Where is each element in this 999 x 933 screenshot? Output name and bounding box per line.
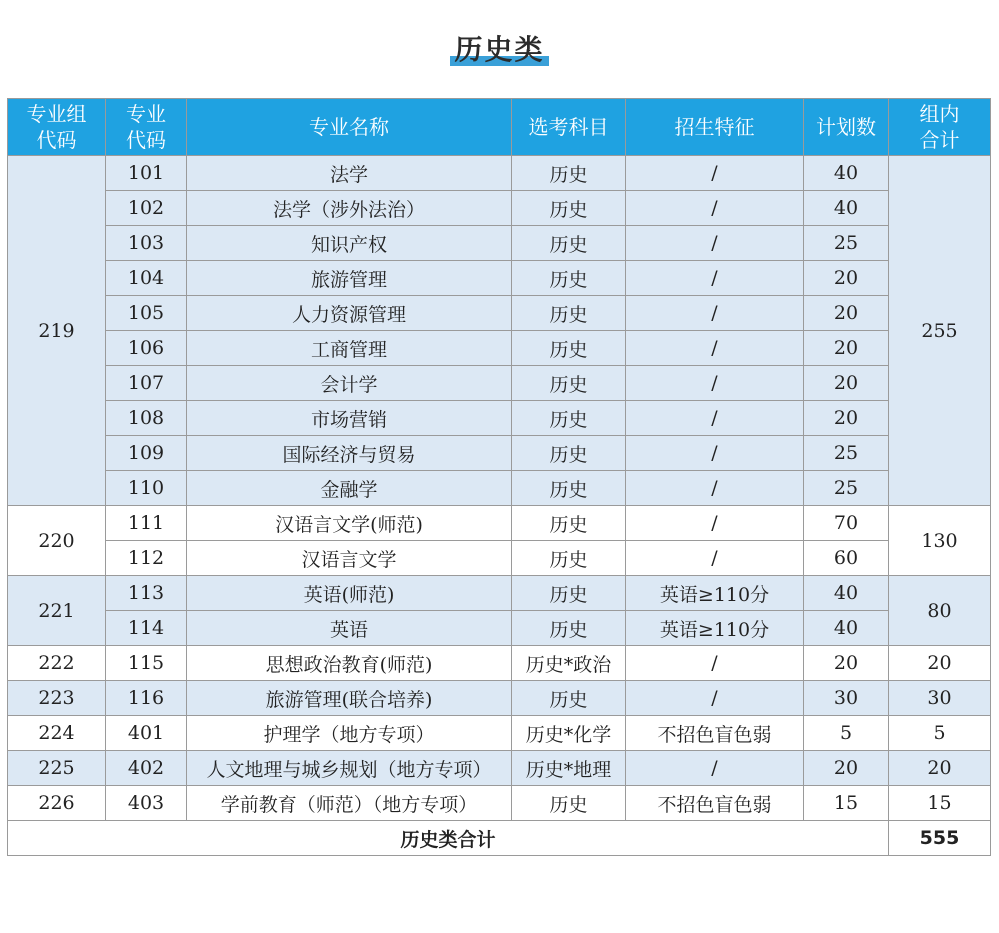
table-row [8,716,991,751]
plan-cell: 20 [804,401,889,436]
table-row [8,646,991,681]
total-value: 555 [889,821,991,856]
feature-cell: 不招色盲色弱 [626,786,804,821]
major-code-cell: 109 [106,436,187,471]
subjects-cell: 历史 [512,506,626,541]
group-total-cell: 5 [889,716,991,751]
major-name-cell: 人力资源管理 [187,296,512,331]
table-row [8,436,991,471]
major-code-cell: 115 [106,646,187,681]
major-code-cell: 104 [106,261,187,296]
plan-cell: 70 [804,506,889,541]
major-name-cell: 旅游管理 [187,261,512,296]
major-code-cell: 103 [106,226,187,261]
header-group-code: 专业组 代码 [8,99,106,156]
total-row [8,821,991,856]
table-row [8,226,991,261]
subjects-cell: 历史 [512,541,626,576]
group-total-cell: 20 [889,751,991,786]
table-row [8,296,991,331]
major-code-cell: 108 [106,401,187,436]
plan-cell: 40 [804,156,889,191]
table-row [8,576,991,611]
table-row [8,401,991,436]
major-code-cell: 113 [106,576,187,611]
table-body [8,156,991,821]
plan-cell: 15 [804,786,889,821]
feature-cell: / [626,541,804,576]
subjects-cell: 历史 [512,436,626,471]
plan-cell: 20 [804,261,889,296]
group-total-cell: 15 [889,786,991,821]
major-name-cell: 汉语言文学(师范) [187,506,512,541]
major-code-cell: 105 [106,296,187,331]
subjects-cell: 历史 [512,226,626,261]
header-plan: 计划数 [804,99,889,156]
table-header-row [8,99,991,156]
table-row [8,261,991,296]
group-total-cell: 130 [889,506,991,576]
feature-cell: / [626,401,804,436]
major-name-cell: 金融学 [187,471,512,506]
group-code-cell: 219 [8,156,106,506]
subjects-cell: 历史*政治 [512,646,626,681]
table-row [8,471,991,506]
subjects-cell: 历史 [512,296,626,331]
table-row [8,366,991,401]
major-name-cell: 法学（涉外法治） [187,191,512,226]
table-row [8,156,991,191]
subjects-cell: 历史 [512,681,626,716]
header-subjects: 选考科目 [512,99,626,156]
feature-cell: / [626,646,804,681]
major-name-cell: 国际经济与贸易 [187,436,512,471]
group-total-cell: 20 [889,646,991,681]
table-row [8,541,991,576]
feature-cell: 不招色盲色弱 [626,716,804,751]
table-row [8,751,991,786]
group-code-cell: 224 [8,716,106,751]
plan-cell: 20 [804,296,889,331]
major-code-cell: 403 [106,786,187,821]
feature-cell: / [626,681,804,716]
major-code-cell: 114 [106,611,187,646]
plan-cell: 25 [804,471,889,506]
subjects-cell: 历史*化学 [512,716,626,751]
page-title: 历史类 [450,28,548,68]
header-major-name: 专业名称 [187,99,512,156]
subjects-cell: 历史 [512,331,626,366]
subjects-cell: 历史 [512,471,626,506]
group-code-cell: 225 [8,751,106,786]
subjects-cell: 历史 [512,366,626,401]
plan-cell: 20 [804,331,889,366]
total-label: 历史类合计 [8,821,889,856]
feature-cell: / [626,296,804,331]
major-code-cell: 111 [106,506,187,541]
group-total-cell: 30 [889,681,991,716]
feature-cell: 英语≥110分 [626,576,804,611]
major-name-cell: 英语(师范) [187,576,512,611]
table-row [8,191,991,226]
header-feature: 招生特征 [626,99,804,156]
subjects-cell: 历史 [512,261,626,296]
feature-cell: 英语≥110分 [626,611,804,646]
table-row [8,611,991,646]
subjects-cell: 历史 [512,401,626,436]
major-name-cell: 法学 [187,156,512,191]
group-code-cell: 222 [8,646,106,681]
feature-cell: / [626,506,804,541]
group-code-cell: 226 [8,786,106,821]
plan-cell: 5 [804,716,889,751]
subjects-cell: 历史 [512,191,626,226]
feature-cell: / [626,331,804,366]
plan-cell: 30 [804,681,889,716]
table-row [8,506,991,541]
subjects-cell: 历史 [512,576,626,611]
major-code-cell: 102 [106,191,187,226]
feature-cell: / [626,261,804,296]
major-code-cell: 401 [106,716,187,751]
group-total-cell: 80 [889,576,991,646]
plan-cell: 20 [804,751,889,786]
major-name-cell: 英语 [187,611,512,646]
feature-cell: / [626,191,804,226]
major-code-cell: 402 [106,751,187,786]
major-name-cell: 人文地理与城乡规划（地方专项） [187,751,512,786]
subjects-cell: 历史 [512,156,626,191]
feature-cell: / [626,366,804,401]
subjects-cell: 历史 [512,611,626,646]
plan-cell: 40 [804,191,889,226]
major-code-cell: 107 [106,366,187,401]
plan-cell: 60 [804,541,889,576]
plan-cell: 20 [804,366,889,401]
major-code-cell: 106 [106,331,187,366]
title-wrap [0,28,999,68]
group-code-cell: 221 [8,576,106,646]
major-code-cell: 112 [106,541,187,576]
major-name-cell: 思想政治教育(师范) [187,646,512,681]
feature-cell: / [626,471,804,506]
plan-cell: 25 [804,436,889,471]
major-name-cell: 汉语言文学 [187,541,512,576]
table-row [8,786,991,821]
plan-cell: 40 [804,576,889,611]
table-row [8,331,991,366]
plan-cell: 25 [804,226,889,261]
feature-cell: / [626,436,804,471]
major-name-cell: 学前教育（师范）（地方专项） [187,786,512,821]
group-code-cell: 220 [8,506,106,576]
feature-cell: / [626,226,804,261]
major-name-cell: 市场营销 [187,401,512,436]
table-row [8,681,991,716]
major-name-cell: 会计学 [187,366,512,401]
major-code-cell: 110 [106,471,187,506]
feature-cell: / [626,751,804,786]
group-code-cell: 223 [8,681,106,716]
header-group-total: 组内 合计 [889,99,991,156]
header-major-code: 专业 代码 [106,99,187,156]
subjects-cell: 历史*地理 [512,751,626,786]
major-name-cell: 护理学（地方专项） [187,716,512,751]
subjects-cell: 历史 [512,786,626,821]
plan-cell: 20 [804,646,889,681]
major-code-cell: 101 [106,156,187,191]
feature-cell: / [626,156,804,191]
major-name-cell: 知识产权 [187,226,512,261]
major-code-cell: 116 [106,681,187,716]
major-name-cell: 工商管理 [187,331,512,366]
plan-cell: 40 [804,611,889,646]
group-total-cell: 255 [889,156,991,506]
admission-plan-table [7,98,991,856]
major-name-cell: 旅游管理(联合培养) [187,681,512,716]
